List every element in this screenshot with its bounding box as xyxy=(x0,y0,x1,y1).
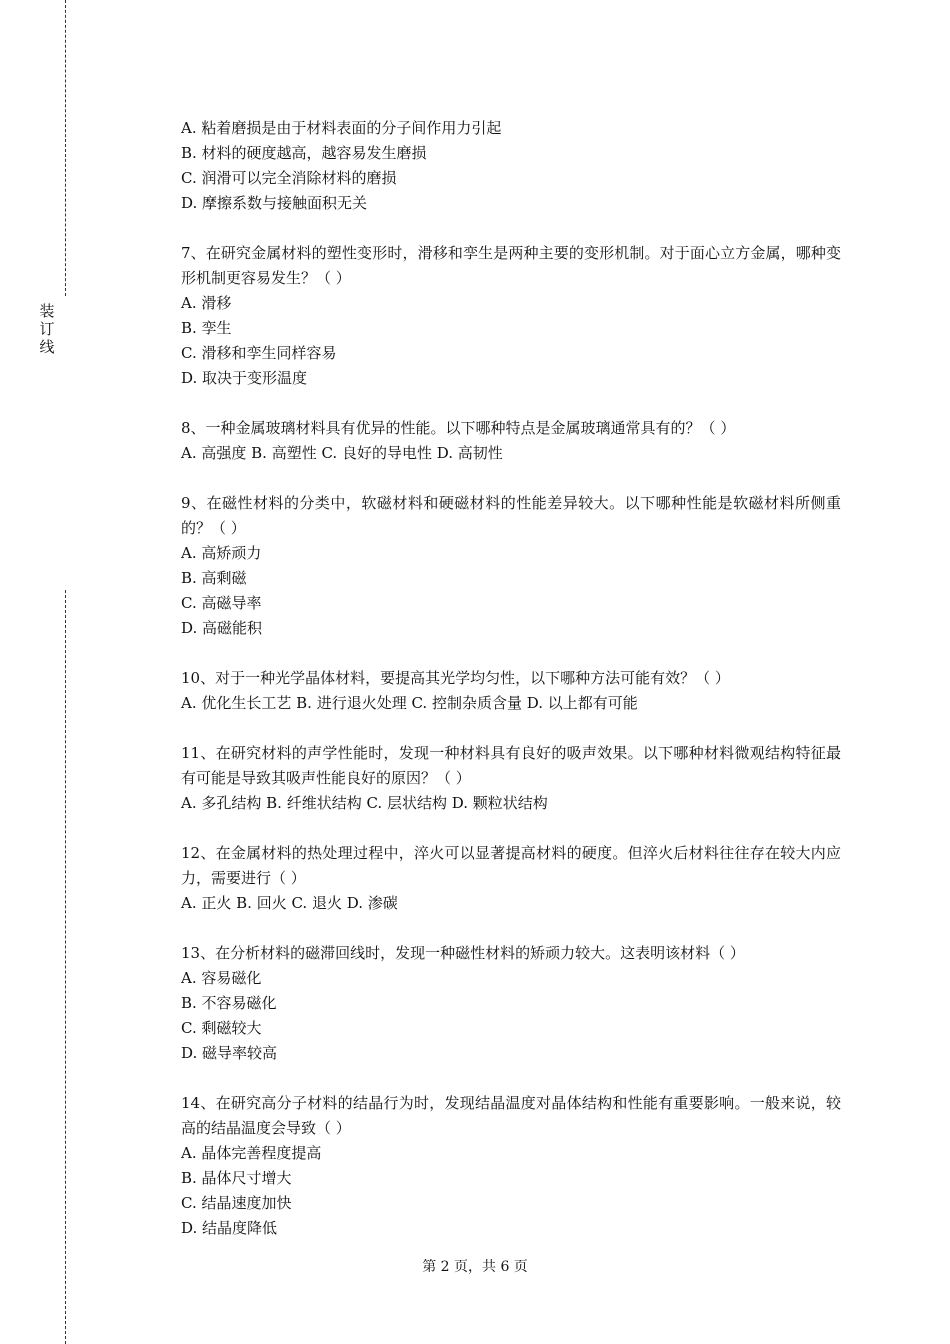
page-number-footer: 第 2 页，共 6 页 xyxy=(422,1259,528,1275)
option: A. 粘着磨损是由于材料表面的分子间作用力引起 xyxy=(181,119,502,137)
question-6-continued xyxy=(181,116,841,216)
binding-char: 订 xyxy=(39,320,55,338)
question-stem: 12、在金属材料的热处理过程中，淬火可以显著提高材料的硬度。但淬火后材料往往存在较大内应力，需要进行（ ） xyxy=(181,844,841,887)
question-stem: 9、在磁性材料的分类中，软磁材料和硬磁材料的性能差异较大。以下哪种性能是软磁材料所侧重的？（ ） xyxy=(181,494,841,537)
option: C. 结晶速度加快 xyxy=(181,1194,292,1212)
option: D. 取决于变形温度 xyxy=(181,369,308,387)
question-13 xyxy=(181,941,841,1066)
question-stem: 14、在研究高分子材料的结晶行为时，发现结晶温度对晶体结构和性能有重要影响。一般来说，较高的结晶温度会导致（ ） xyxy=(181,1094,841,1137)
option-line: A. 多孔结构 B. 纤维状结构 C. 层状结构 D. 颗粒状结构 xyxy=(181,794,548,812)
question-8 xyxy=(181,416,841,466)
question-stem: 8、一种金属玻璃材料具有优异的性能。以下哪种特点是金属玻璃通常具有的？（ ） xyxy=(181,419,736,437)
option: D. 高磁能积 xyxy=(181,619,263,637)
question-9 xyxy=(181,491,841,641)
option: A. 容易磁化 xyxy=(181,969,262,987)
option-line: A. 正火 B. 回火 C. 退火 D. 渗碳 xyxy=(181,894,398,912)
binding-char: 装 xyxy=(39,302,55,320)
option-line: A. 优化生长工艺 B. 进行退火处理 C. 控制杂质含量 D. 以上都有可能 xyxy=(181,694,638,712)
option: B. 不容易磁化 xyxy=(181,994,277,1012)
option: D. 摩擦系数与接触面积无关 xyxy=(181,194,368,212)
question-stem: 10、对于一种光学晶体材料，要提高其光学均匀性，以下哪种方法可能有效？（ ） xyxy=(181,669,730,687)
option: A. 晶体完善程度提高 xyxy=(181,1144,322,1162)
question-10 xyxy=(181,666,841,716)
option: C. 高磁导率 xyxy=(181,594,262,612)
question-list xyxy=(181,116,841,1241)
option: D. 结晶度降低 xyxy=(181,1219,278,1237)
option: B. 高剩磁 xyxy=(181,569,247,587)
question-12 xyxy=(181,841,841,916)
binding-dashed-line-bottom xyxy=(65,590,66,1344)
question-14 xyxy=(181,1091,841,1241)
binding-label xyxy=(36,302,58,356)
question-11 xyxy=(181,741,841,816)
binding-dashed-line-top xyxy=(65,0,66,296)
option: B. 晶体尺寸增大 xyxy=(181,1169,292,1187)
binding-char: 线 xyxy=(39,338,55,356)
question-stem: 13、在分析材料的磁滞回线时，发现一种磁性材料的矫顽力较大。这表明该材料（ ） xyxy=(181,944,745,962)
question-7 xyxy=(181,241,841,391)
option: B. 材料的硬度越高，越容易发生磨损 xyxy=(181,144,427,162)
option: A. 滑移 xyxy=(181,294,232,312)
option: C. 润滑可以完全消除材料的磨损 xyxy=(181,169,397,187)
question-stem: 11、在研究材料的声学性能时，发现一种材料具有良好的吸声效果。以下哪种材料微观结构特征最有可能是导致其吸声性能良好的原因？（ ） xyxy=(181,744,841,787)
option: B. 孪生 xyxy=(181,319,232,337)
question-stem: 7、在研究金属材料的塑性变形时，滑移和孪生是两种主要的变形机制。对于面心立方金属，哪种变形机制更容易发生？（ ） xyxy=(181,244,841,287)
option: D. 磁导率较高 xyxy=(181,1044,278,1062)
option-line: A. 高强度 B. 高塑性 C. 良好的导电性 D. 高韧性 xyxy=(181,444,503,462)
option: C. 剩磁较大 xyxy=(181,1019,262,1037)
option: C. 滑移和孪生同样容易 xyxy=(181,344,337,362)
option: A. 高矫顽力 xyxy=(181,544,262,562)
